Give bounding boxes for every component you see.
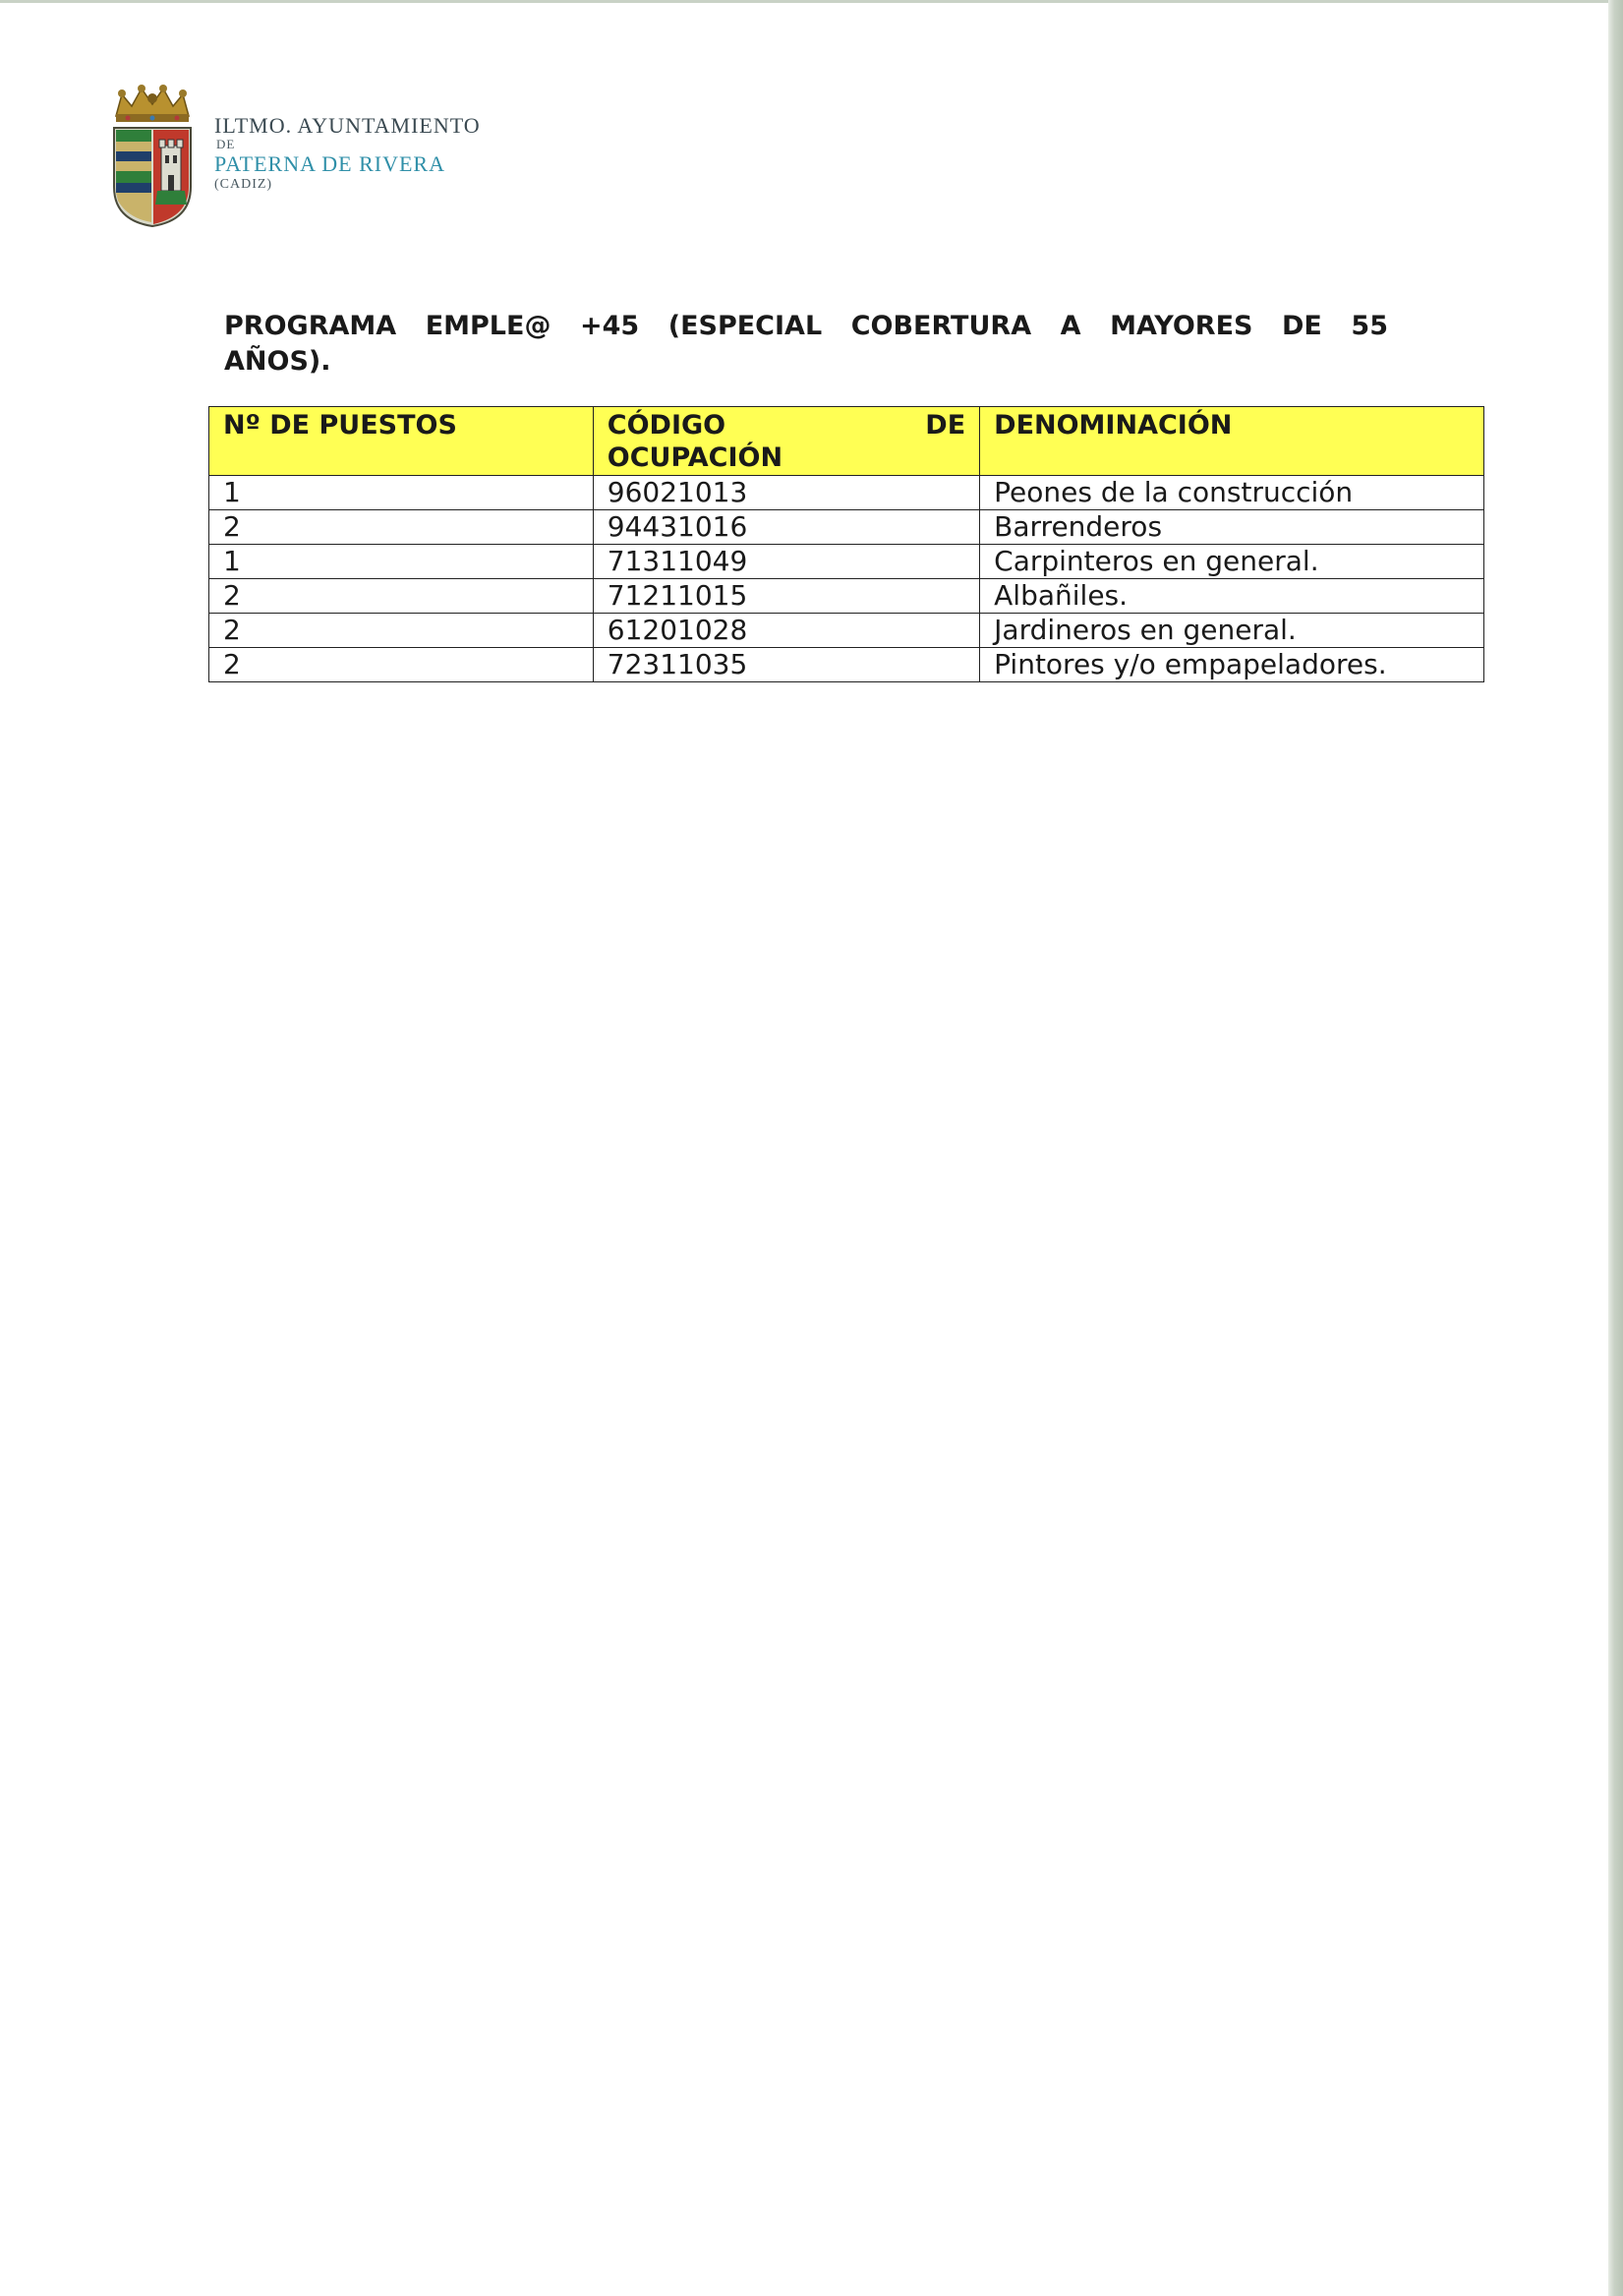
letterhead-text [214,114,481,193]
table-row [209,579,1484,614]
header-puestos: Nº DE PUESTOS [209,407,594,476]
header-codigo-word3: OCUPACIÓN [607,442,783,473]
header-codigo-word1: CÓDIGO [607,410,726,441]
letterhead-line-ayuntamiento: ILTMO. AYUNTAMIENTO [214,113,481,138]
header-codigo [593,407,979,476]
document-title: PROGRAMA EMPLE@ +45 (ESPECIAL COBERTURA A MAYORES DE 55 AÑOS). [224,311,1388,377]
cell-codigo: 71311049 [593,545,979,579]
cell-codigo: 72311035 [593,648,979,682]
header-codigo-word2: DE [925,410,966,441]
table-row [209,545,1484,579]
jobs-table [208,406,1484,682]
crown-icon [116,85,189,122]
cell-denominacion: Barrenderos [980,510,1484,545]
cell-puestos: 2 [209,614,594,648]
cell-denominacion: Carpinteros en general. [980,545,1484,579]
cell-codigo: 61201028 [593,614,979,648]
page-scan-edge-top [0,0,1623,3]
letterhead [108,85,521,232]
table-row [209,510,1484,545]
cell-denominacion: Jardineros en general. [980,614,1484,648]
table-row [209,476,1484,510]
header-denominacion: DENOMINACIÓN [980,407,1484,476]
shield-icon [114,128,191,226]
letterhead-line-de: DE [216,137,236,151]
cell-denominacion: Pintores y/o empapeladores. [980,648,1484,682]
cell-codigo: 71211015 [593,579,979,614]
cell-codigo: 94431016 [593,510,979,545]
cell-denominacion: Peones de la construcción [980,476,1484,510]
table-row [209,614,1484,648]
cell-denominacion: Albañiles. [980,579,1484,614]
cell-codigo: 96021013 [593,476,979,510]
table-row [209,648,1484,682]
coat-of-arms-icon [108,85,197,228]
page-scan-edge-right [1608,0,1623,2296]
letterhead-line-province: (CADIZ) [214,177,273,192]
cell-puestos: 2 [209,648,594,682]
cell-puestos: 1 [209,545,594,579]
table-header-row [209,407,1484,476]
cell-puestos: 2 [209,510,594,545]
cell-puestos: 1 [209,476,594,510]
cell-puestos: 2 [209,579,594,614]
letterhead-line-municipality: PATERNA DE RIVERA [214,151,445,176]
